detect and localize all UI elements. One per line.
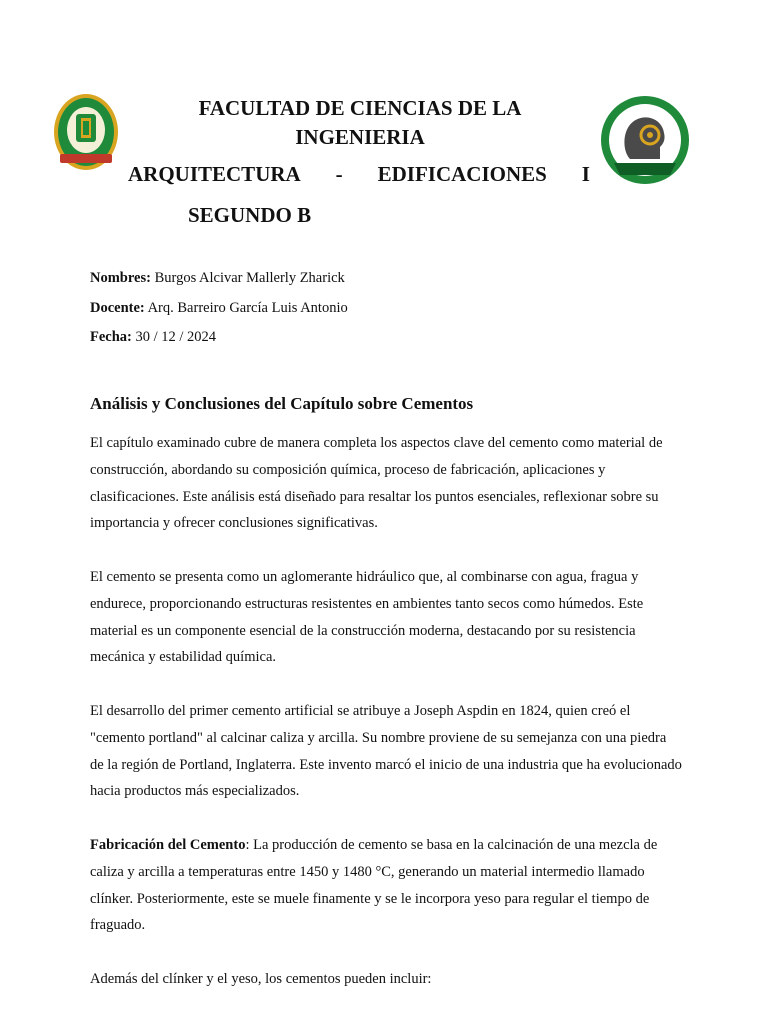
nombres-label: Nombres: [90, 270, 151, 286]
nombres-value: Burgos Alcivar Mallerly Zharick [150, 270, 345, 286]
faculty-logo [600, 95, 690, 185]
course-level: I [581, 162, 590, 186]
paragraph-1: El capítulo examinado cubre de manera completa los aspectos clave del cemento como material de construcción, abordando su composición química, proceso de fabricación, aplicaciones y clasificaciones. Este análisis está diseñado para resaltar los puntos esenciales, reflexionar sobre su importancia y ofrecer conclusiones significativas. [90, 435, 663, 532]
group-label: SEGUNDO B [188, 203, 312, 227]
course-separator: - [335, 162, 343, 186]
docente-value: Arq. Barreiro García Luis Antonio [144, 299, 348, 316]
paragraph-4 [90, 832, 682, 939]
docente-label: Docente: [90, 299, 145, 316]
section-heading: Análisis y Conclusiones del Capítulo sobre Cementos [90, 394, 474, 413]
course-title [128, 160, 590, 189]
meta-nombres [90, 267, 348, 297]
fabricacion-label: Fabricación del Cemento [90, 836, 246, 853]
faculty-title: FACULTAD DE CIENCIAS DE LA INGENIERIA [198, 96, 522, 149]
fecha-value: 30 / 12 / 2024 [131, 329, 217, 345]
course-word-arquitectura: ARQUITECTURA [128, 162, 301, 186]
course-word-edificaciones: EDIFICACIONES [377, 162, 547, 186]
paragraph-3: El desarrollo del primer cemento artificial se atribuye a Joseph Aspdin en 1824, quien creó el "cemento portland" al calcinar caliza y arcilla. Su nombre proviene de su semejanza con una piedra de la región de Portland, Inglaterra. Este invento marcó el inicio de una industria que ha evolucionado hacia productos más especializados. [90, 702, 682, 800]
paragraph-2: El cemento se presenta como un aglomerante hidráulico que, al combinarse con agua, fragua y endurece, proporcionando estructuras resistentes en ambientes tanto secos como húmedos. Este material es un componente esencial de la construcción moderna, destacando por su resistencia mecánica y estabilidad química. [90, 568, 644, 666]
fabricacion-text: : La producción de cemento se basa en la calcinación de una mezcla de caliza y arcilla a temperaturas entre 1450 y 1480 °C, generando un material intermedio llamado clínker. Posteriormente, este se muele finamente y se le incorpora yeso para regular el tiempo de fraguado. [90, 836, 658, 934]
university-logo [52, 92, 120, 172]
meta-fecha [90, 326, 348, 356]
meta-docente [90, 297, 348, 327]
fecha-label: Fecha: [90, 329, 132, 345]
paragraph-5: Además del clínker y el yeso, los cementos pueden incluir: [90, 970, 432, 987]
document-body [90, 430, 682, 1020]
student-info [90, 267, 348, 356]
